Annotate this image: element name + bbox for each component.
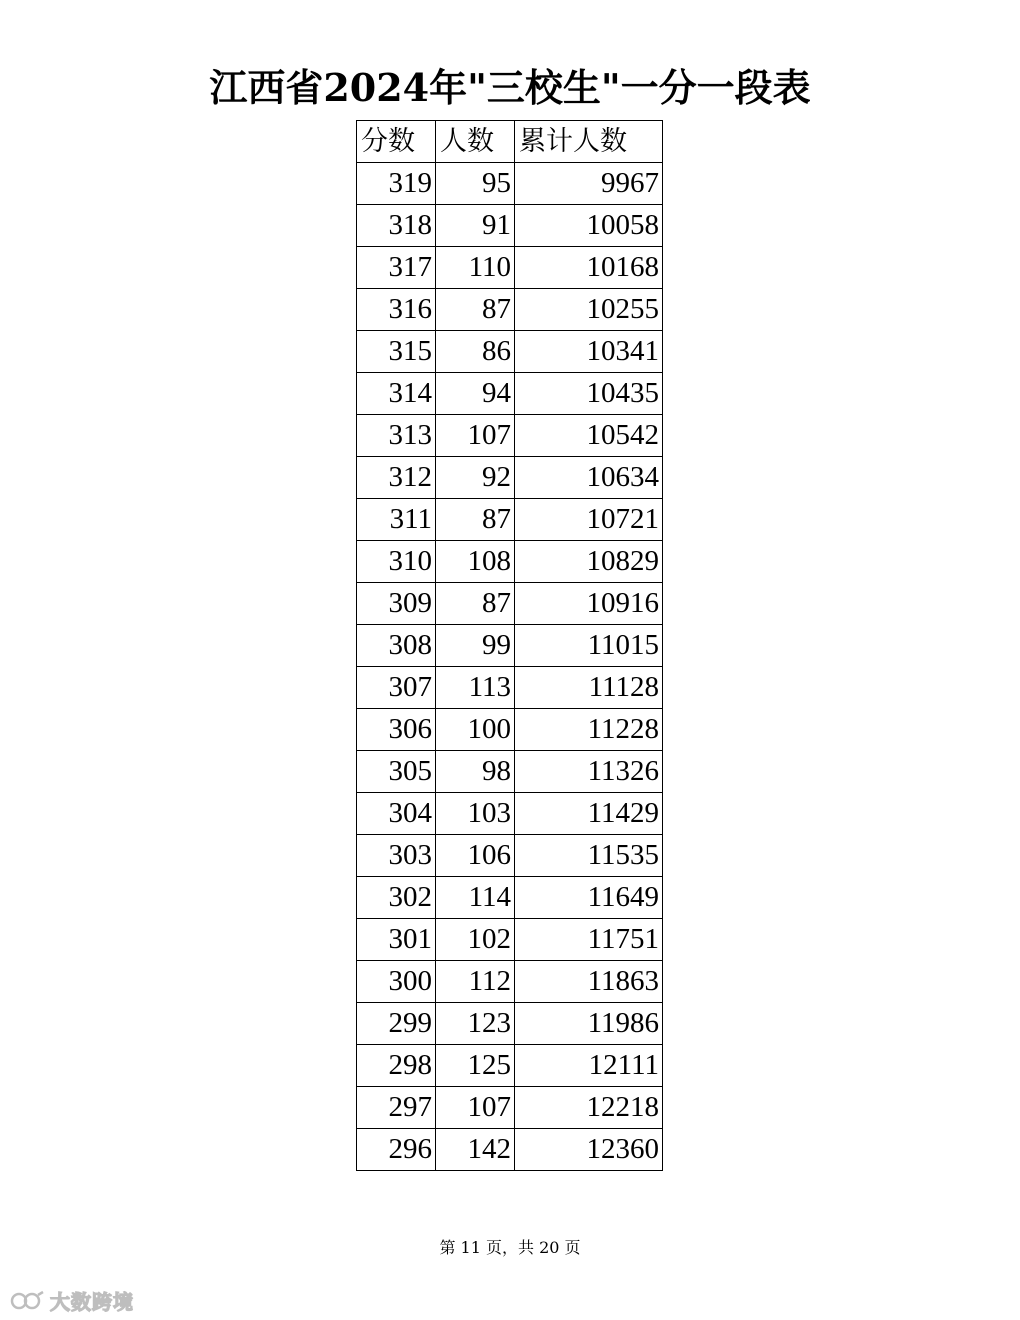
- table-row: [357, 583, 663, 625]
- cell-cumulative: 12218: [515, 1087, 663, 1129]
- cell-score: 312: [357, 457, 436, 499]
- cell-score: 296: [357, 1129, 436, 1171]
- cell-count: 108: [436, 541, 515, 583]
- cell-count: 92: [436, 457, 515, 499]
- table-row: [357, 709, 663, 751]
- cell-count: 107: [436, 415, 515, 457]
- cell-count: 86: [436, 331, 515, 373]
- cell-cumulative: 10829: [515, 541, 663, 583]
- table-row: [357, 289, 663, 331]
- cell-count: 114: [436, 877, 515, 919]
- brand-logo-icon: [10, 1290, 46, 1312]
- cell-cumulative: 11015: [515, 625, 663, 667]
- cell-score: 314: [357, 373, 436, 415]
- cell-score: 313: [357, 415, 436, 457]
- page-title: 江西省2024年"三校生"一分一段表: [209, 65, 811, 110]
- cell-cumulative: 12111: [515, 1045, 663, 1087]
- cell-cumulative: 11986: [515, 1003, 663, 1045]
- watermark: [10, 1286, 134, 1315]
- cell-cumulative: 10634: [515, 457, 663, 499]
- cell-cumulative: 10168: [515, 247, 663, 289]
- table-row: [357, 751, 663, 793]
- cell-cumulative: 11535: [515, 835, 663, 877]
- cell-score: 304: [357, 793, 436, 835]
- cell-score: 302: [357, 877, 436, 919]
- table-header-row: [357, 121, 663, 163]
- cell-count: 123: [436, 1003, 515, 1045]
- cell-score: 297: [357, 1087, 436, 1129]
- cell-count: 125: [436, 1045, 515, 1087]
- cell-cumulative: 10916: [515, 583, 663, 625]
- score-distribution-table: [356, 120, 663, 1171]
- cell-score: 317: [357, 247, 436, 289]
- cell-count: 113: [436, 667, 515, 709]
- cell-score: 308: [357, 625, 436, 667]
- cell-score: 316: [357, 289, 436, 331]
- watermark-text: 大数跨境: [50, 1290, 134, 1314]
- table-row: [357, 961, 663, 1003]
- table-row: [357, 667, 663, 709]
- cell-count: 87: [436, 499, 515, 541]
- table-row: [357, 457, 663, 499]
- cell-score: 303: [357, 835, 436, 877]
- cell-cumulative: 9967: [515, 163, 663, 205]
- table-row: [357, 331, 663, 373]
- table-row: [357, 877, 663, 919]
- cell-score: 309: [357, 583, 436, 625]
- table-row: [357, 373, 663, 415]
- cell-cumulative: 10341: [515, 331, 663, 373]
- table-row: [357, 625, 663, 667]
- cell-score: 305: [357, 751, 436, 793]
- cell-count: 98: [436, 751, 515, 793]
- cell-cumulative: 11228: [515, 709, 663, 751]
- cell-score: 299: [357, 1003, 436, 1045]
- cell-cumulative: 11128: [515, 667, 663, 709]
- cell-cumulative: 11326: [515, 751, 663, 793]
- table-body: [357, 163, 663, 1171]
- cell-score: 310: [357, 541, 436, 583]
- column-header-score: 分数: [357, 121, 436, 163]
- table-row: [357, 793, 663, 835]
- cell-count: 99: [436, 625, 515, 667]
- cell-score: 300: [357, 961, 436, 1003]
- cell-count: 94: [436, 373, 515, 415]
- table-row: [357, 1045, 663, 1087]
- table-row: [357, 541, 663, 583]
- table-row: [357, 499, 663, 541]
- cell-count: 106: [436, 835, 515, 877]
- cell-count: 87: [436, 289, 515, 331]
- cell-cumulative: 10435: [515, 373, 663, 415]
- cell-count: 142: [436, 1129, 515, 1171]
- cell-count: 112: [436, 961, 515, 1003]
- cell-count: 95: [436, 163, 515, 205]
- cell-cumulative: 12360: [515, 1129, 663, 1171]
- cell-cumulative: 10255: [515, 289, 663, 331]
- cell-cumulative: 11649: [515, 877, 663, 919]
- table-row: [357, 205, 663, 247]
- cell-count: 87: [436, 583, 515, 625]
- cell-score: 301: [357, 919, 436, 961]
- cell-count: 100: [436, 709, 515, 751]
- cell-cumulative: 10721: [515, 499, 663, 541]
- table-row: [357, 415, 663, 457]
- cell-score: 311: [357, 499, 436, 541]
- table-row: [357, 247, 663, 289]
- cell-score: 306: [357, 709, 436, 751]
- cell-score: 307: [357, 667, 436, 709]
- cell-cumulative: 10542: [515, 415, 663, 457]
- cell-cumulative: 11751: [515, 919, 663, 961]
- cell-count: 102: [436, 919, 515, 961]
- cell-cumulative: 10058: [515, 205, 663, 247]
- cell-count: 110: [436, 247, 515, 289]
- cell-score: 315: [357, 331, 436, 373]
- cell-count: 91: [436, 205, 515, 247]
- table-row: [357, 1129, 663, 1171]
- cell-count: 107: [436, 1087, 515, 1129]
- cell-cumulative: 11429: [515, 793, 663, 835]
- table-row: [357, 835, 663, 877]
- page-footer: 第 11 页，共 20 页: [439, 1238, 581, 1257]
- table-row: [357, 919, 663, 961]
- table-row: [357, 1003, 663, 1045]
- table-row: [357, 1087, 663, 1129]
- cell-score: 319: [357, 163, 436, 205]
- column-header-cumulative: 累计人数: [515, 121, 663, 163]
- cell-score: 298: [357, 1045, 436, 1087]
- cell-cumulative: 11863: [515, 961, 663, 1003]
- cell-count: 103: [436, 793, 515, 835]
- column-header-count: 人数: [436, 121, 515, 163]
- table-row: [357, 163, 663, 205]
- cell-score: 318: [357, 205, 436, 247]
